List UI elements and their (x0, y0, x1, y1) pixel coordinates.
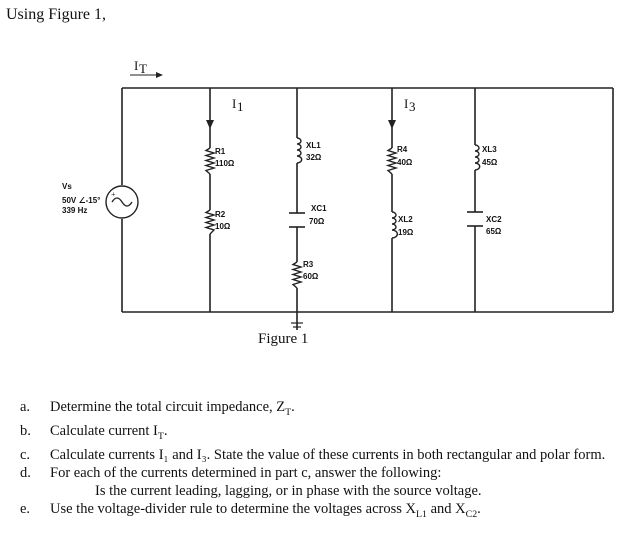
r2-name: R2 (215, 210, 226, 219)
current-total-label (130, 58, 158, 76)
question-tail: and X (426, 500, 466, 517)
question-tail-2: . (477, 500, 481, 517)
r1-value: 110Ω (215, 159, 235, 168)
xl1-name: XL1 (306, 141, 321, 150)
source-value: 50V ∠-15° (62, 196, 101, 205)
intro-text: Using Figure 1, (6, 6, 106, 23)
question-subscript-2: C2 (465, 508, 478, 520)
xl2-name: XL2 (398, 215, 413, 224)
r2-value: 10Ω (215, 222, 231, 231)
question-subscript: T (157, 430, 164, 442)
r4-name: R4 (397, 145, 408, 154)
svg-text:3: 3 (409, 99, 416, 114)
svg-text:T: T (139, 61, 147, 76)
r3-value: 60Ω (303, 272, 319, 281)
r4-resistor-icon (388, 148, 396, 174)
source-label: Vs (62, 182, 72, 191)
xc1-capacitor-icon (289, 213, 305, 227)
question-marker: c. (20, 446, 31, 463)
xc2-capacitor-icon (467, 212, 483, 226)
xl3-value: 45Ω (482, 158, 498, 167)
xl1-inductor-icon (297, 138, 302, 163)
question-text: For each of the currents determined in part c, answer the following: (50, 464, 442, 481)
figure-caption: Figure 1 (258, 331, 309, 347)
circuit-wires (122, 88, 613, 330)
xl3-name: XL3 (482, 145, 497, 154)
question-tail: . (291, 399, 295, 415)
question-d (20, 464, 630, 482)
svg-text:+: + (111, 190, 116, 199)
r3-name: R3 (303, 260, 314, 269)
r1-name: R1 (215, 147, 226, 156)
question-text: Determine the total circuit impedance, Z (50, 399, 286, 415)
question-c (20, 446, 630, 464)
question-tail: . (163, 422, 168, 439)
question-a (20, 398, 630, 422)
question-list (20, 398, 630, 524)
svg-text:I: I (404, 96, 409, 111)
r4-value: 40Ω (397, 158, 413, 167)
question-subscript: L1 (416, 508, 427, 520)
r3-resistor-icon (293, 262, 301, 288)
question-text: Calculate current I (50, 422, 158, 439)
current-1-arrow-icon (206, 120, 214, 129)
r1-resistor-icon (206, 148, 214, 174)
question-subscript: T (285, 406, 292, 418)
xl1-value: 32Ω (306, 153, 322, 162)
question-d-sub (20, 482, 630, 500)
question-text: Calculate currents I₁ and I₃. State the value of these currents in both rectangular and polar form. (50, 446, 606, 463)
question-text: Use the voltage-divider rule to determine the voltages across X (50, 500, 417, 517)
xl2-value: 19Ω (398, 228, 414, 237)
current-3-label (392, 96, 416, 122)
xl2-inductor-icon (392, 212, 397, 238)
svg-text:I: I (232, 96, 237, 111)
svg-text:I: I (134, 58, 139, 73)
question-marker: b. (20, 422, 31, 439)
xc2-value: 65Ω (486, 227, 502, 236)
question-marker: d. (20, 464, 31, 481)
source-frequency: 339 Hz (62, 206, 88, 215)
xc1-name: XC1 (311, 204, 327, 213)
question-e (20, 500, 630, 524)
question-marker: e. (20, 500, 31, 517)
question-marker: a. (20, 399, 31, 415)
current-3-arrow-icon (388, 120, 396, 129)
question-b (20, 422, 630, 446)
svg-text:1: 1 (237, 99, 244, 114)
ac-source-icon (106, 186, 138, 218)
question-text: Is the current leading, lagging, or in phase with the source voltage. (95, 482, 482, 499)
xc1-value: 70Ω (309, 217, 325, 226)
xc2-name: XC2 (486, 215, 502, 224)
r2-resistor-icon (206, 210, 214, 234)
current-total-arrow-icon (156, 72, 163, 78)
xl3-inductor-icon (475, 145, 480, 170)
current-1-label (210, 96, 244, 122)
